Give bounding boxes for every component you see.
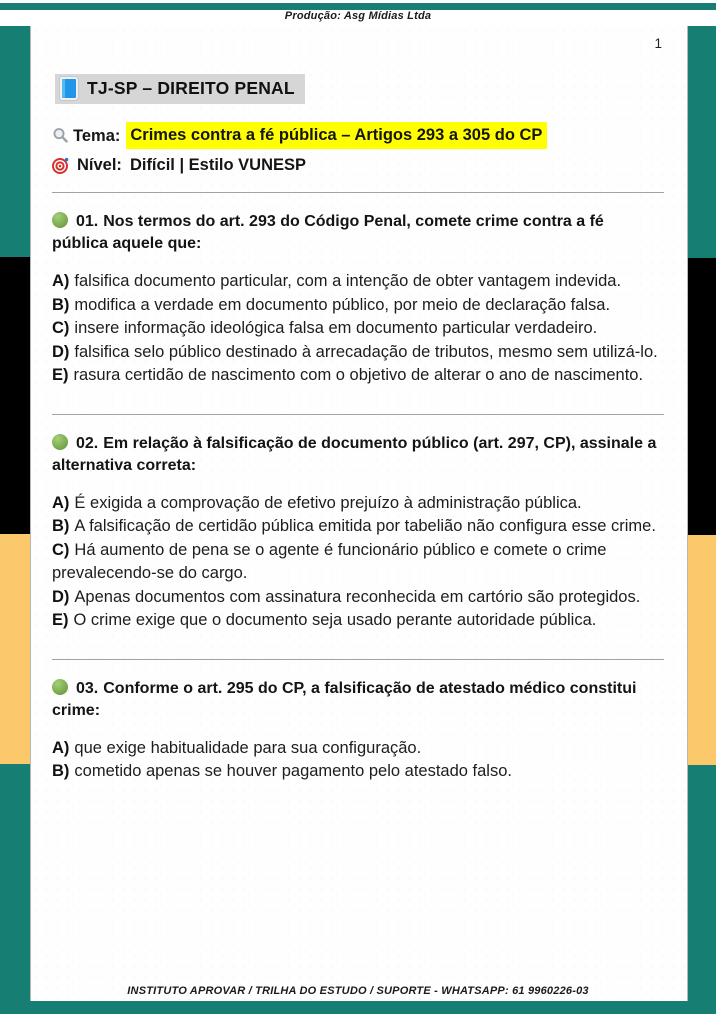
option-letter: D) (52, 342, 70, 361)
section-divider (52, 659, 664, 660)
top-teal-rule (0, 3, 716, 10)
blue-book-icon (60, 77, 78, 100)
option-text: O crime exige que o documento seja usado perante autoridade pública. (73, 611, 597, 629)
options-list (52, 737, 664, 784)
question-header (52, 678, 664, 722)
option-text: falsifica documento particular, com a intenção de obter vantagem indevida. (74, 272, 622, 290)
tema-value-highlight: Crimes contra a fé pública – Artigos 293 a 305 do CP (126, 122, 547, 149)
section-divider (52, 414, 664, 415)
green-circle-icon (52, 679, 68, 695)
question-block-02 (52, 433, 664, 633)
option-letter: E) (52, 611, 69, 629)
option-text: A falsificação de certidão pública emitida por tabelião não configura esse crime. (74, 517, 656, 535)
option-letter: C) (52, 540, 70, 559)
option-text: É exigida a comprovação de efetivo prejuízo à administração pública. (74, 493, 582, 512)
section-divider (52, 192, 664, 193)
nivel-label: Nível: (77, 156, 122, 174)
option-a (52, 737, 664, 761)
options-list (52, 492, 664, 633)
question-number: 01. (76, 213, 99, 230)
option-letter: A) (52, 272, 70, 290)
footer-credit: INSTITUTO APROVAR / TRILHA DO ESTUDO / SUPORTE - WHATSAPP: 61 9960226-03 (127, 985, 589, 997)
producer-credit: Produção: Asg Mídias Ltda (284, 10, 432, 22)
question-text: Conforme o art. 295 do CP, a falsificação de atestado médico constitui crime: (52, 679, 637, 719)
option-d (52, 586, 664, 610)
left-border-band (0, 26, 30, 1014)
option-a (52, 270, 664, 294)
green-circle-icon (52, 212, 68, 228)
option-text: insere informação ideológica falsa em documento particular verdadeiro. (74, 319, 598, 337)
option-b (52, 760, 664, 784)
option-letter: D) (52, 587, 70, 606)
green-circle-icon (52, 434, 68, 450)
question-text: Em relação à falsificação de documento público (art. 297, CP), assinale a alternativa correta: (52, 434, 657, 474)
question-number: 02. (76, 434, 99, 452)
option-text: modifica a verdade em documento público, por meio de declaração falsa. (74, 295, 611, 314)
tema-line (52, 122, 664, 149)
option-text: falsifica selo público destinado à arrecadação de tributos, mesmo sem utilizá-lo. (74, 342, 658, 361)
option-c (52, 317, 664, 341)
option-letter: E) (52, 366, 69, 384)
option-text: cometido apenas se houver pagamento pelo atestado falso. (74, 762, 512, 780)
page-title-text: TJ-SP – DIREITO PENAL (87, 78, 295, 98)
tema-label: Tema: (73, 126, 121, 145)
options-list (52, 270, 664, 388)
option-d (52, 341, 664, 365)
bottom-teal-rule (0, 1001, 716, 1014)
nivel-line (52, 154, 664, 176)
page-title (55, 74, 305, 104)
question-text: Nos termos do art. 293 do Código Penal, comete crime contra a fé pública aquele que: (52, 213, 604, 252)
option-b (52, 515, 664, 539)
option-e (52, 609, 664, 633)
option-text: rasura certidão de nascimento com o objetivo de alterar o ano de nascimento. (73, 366, 644, 384)
option-letter: B) (52, 762, 70, 780)
option-a (52, 492, 664, 516)
right-border-band (688, 26, 716, 1014)
option-b (52, 294, 664, 318)
option-letter: C) (52, 319, 70, 337)
nivel-value: Difícil | Estilo VUNESP (129, 156, 307, 174)
target-icon (52, 157, 69, 174)
option-letter: B) (52, 517, 70, 535)
option-text: Apenas documentos com assinatura reconhecida em cartório são protegidos. (74, 587, 641, 606)
option-text: que exige habitualidade para sua configuração. (74, 738, 422, 757)
question-block-01 (52, 211, 664, 388)
question-header (52, 211, 664, 255)
option-e (52, 364, 664, 388)
option-letter: B) (52, 295, 70, 314)
option-letter: A) (52, 738, 70, 757)
document-page (30, 26, 688, 1001)
question-header (52, 433, 664, 477)
question-number: 03. (76, 679, 99, 697)
magnifier-icon (52, 127, 69, 144)
question-block-03 (52, 678, 664, 784)
option-letter: A) (52, 493, 70, 512)
page-number: 1 (654, 36, 662, 51)
option-c (52, 539, 664, 586)
option-text: Há aumento de pena se o agente é funcionário público e comete o crime prevalecendo-se do cargo. (52, 540, 607, 582)
